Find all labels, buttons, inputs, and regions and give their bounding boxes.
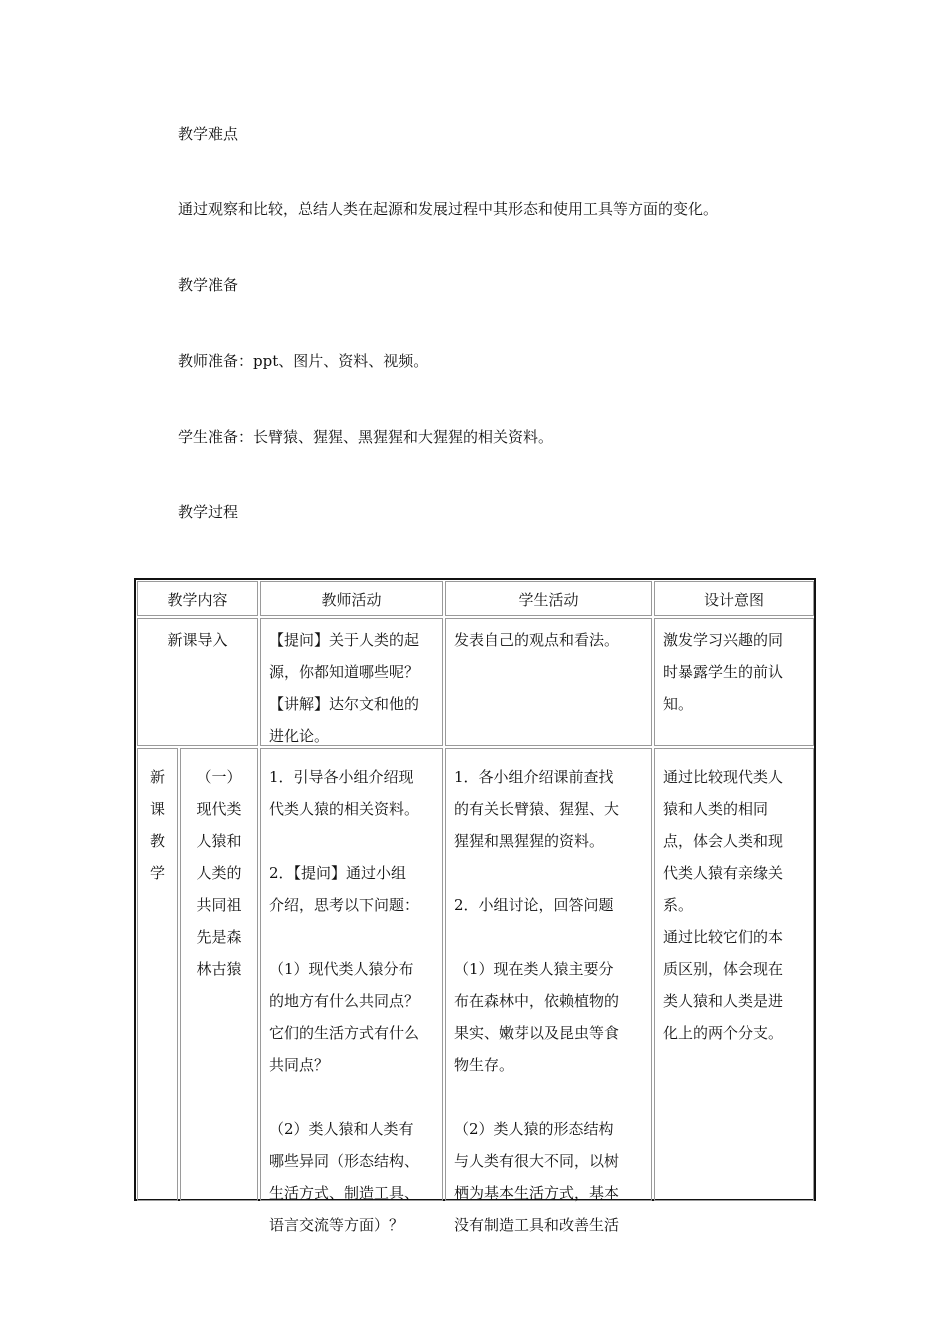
teacher-prep: 教师准备：ppt、图片、资料、视频。	[178, 352, 429, 370]
student-prep: 学生准备：长臂猿、猩猩、黑猩猩和大猩猩的相关资料。	[178, 428, 554, 446]
lesson-intent-text: 通过比较现代类人 猿和人类的相同 点，体会人类和现 代类人猿有亲缘关 系。 通过比较它们的本 质区别，体会现在 类人猿和人类是进 化上的两个分支。	[663, 768, 784, 1042]
lesson-teacher-cell	[260, 748, 443, 1234]
difficulty-heading: 教学难点	[178, 125, 239, 143]
intro-teacher-cell	[260, 618, 443, 746]
header-cell-intent	[654, 581, 814, 616]
header-cell-content	[137, 581, 258, 616]
intro-intent-text: 激发学习兴趣的同 时暴露学生的前认 知。	[663, 631, 784, 713]
lesson-subsection-cell	[180, 748, 258, 1201]
intro-intent-cell	[654, 618, 814, 746]
intro-student-text: 发表自己的观点和看法。	[454, 631, 620, 649]
lesson-table	[134, 578, 816, 1234]
intro-student-cell	[445, 618, 652, 746]
lesson-intent-cell	[654, 748, 814, 1201]
header-label: 教师活动	[321, 591, 382, 609]
difficulty-text: 通过观察和比较，总结人类在起源和发展过程中其形态和使用工具等方面的变化。	[178, 200, 719, 218]
lesson-student-cell	[445, 748, 652, 1234]
process-heading: 教学过程	[178, 503, 239, 521]
lesson-student-text: 1．各小组介绍课前查找 的有关长臂猿、猩猩、大 猩猩和黑猩猩的资料。 2．小组讨论，回答问题 （1）现在类人猿主要分 布在森林中，依赖植物的 果实、嫩芽以及昆虫等食 物生存。 （2）类人猿的形态结构 与人类有很大不同，以树 栖为基本生活方式，基本 没有制造工具和改善生活	[454, 768, 620, 1234]
intro-content-cell	[137, 618, 258, 746]
header-cell-teacher	[260, 581, 443, 616]
header-label: 设计意图	[703, 591, 764, 609]
prep-heading: 教学准备	[178, 276, 239, 294]
lesson-section-text: 新 课 教 学	[149, 768, 165, 882]
lesson-section-cell	[137, 748, 178, 1201]
lesson-subsection-text: （一） 现代类 人猿和 人类的 共同祖 先是森 林古猿	[196, 768, 242, 978]
header-cell-student	[445, 581, 652, 616]
header-label: 教学内容	[167, 591, 228, 609]
header-label: 学生活动	[518, 591, 579, 609]
lesson-teacher-text: 1．引导各小组介绍现 代类人猿的相关资料。 2．【提问】通过小组 介绍，思考以下问题： （1）现代类人猿分布 的地方有什么共同点？ 它们的生活方式有什么 共同点？ （2）类人猿和人类有 哪些异同（形态结构、 生活方式、制造工具、 语言交流等方面）？	[269, 768, 420, 1234]
intro-teacher-text: 【提问】关于人类的起 源，你都知道哪些呢？ 【讲解】达尔文和他的 进化论。	[269, 631, 420, 745]
intro-content-text: 新课导入	[167, 631, 228, 649]
